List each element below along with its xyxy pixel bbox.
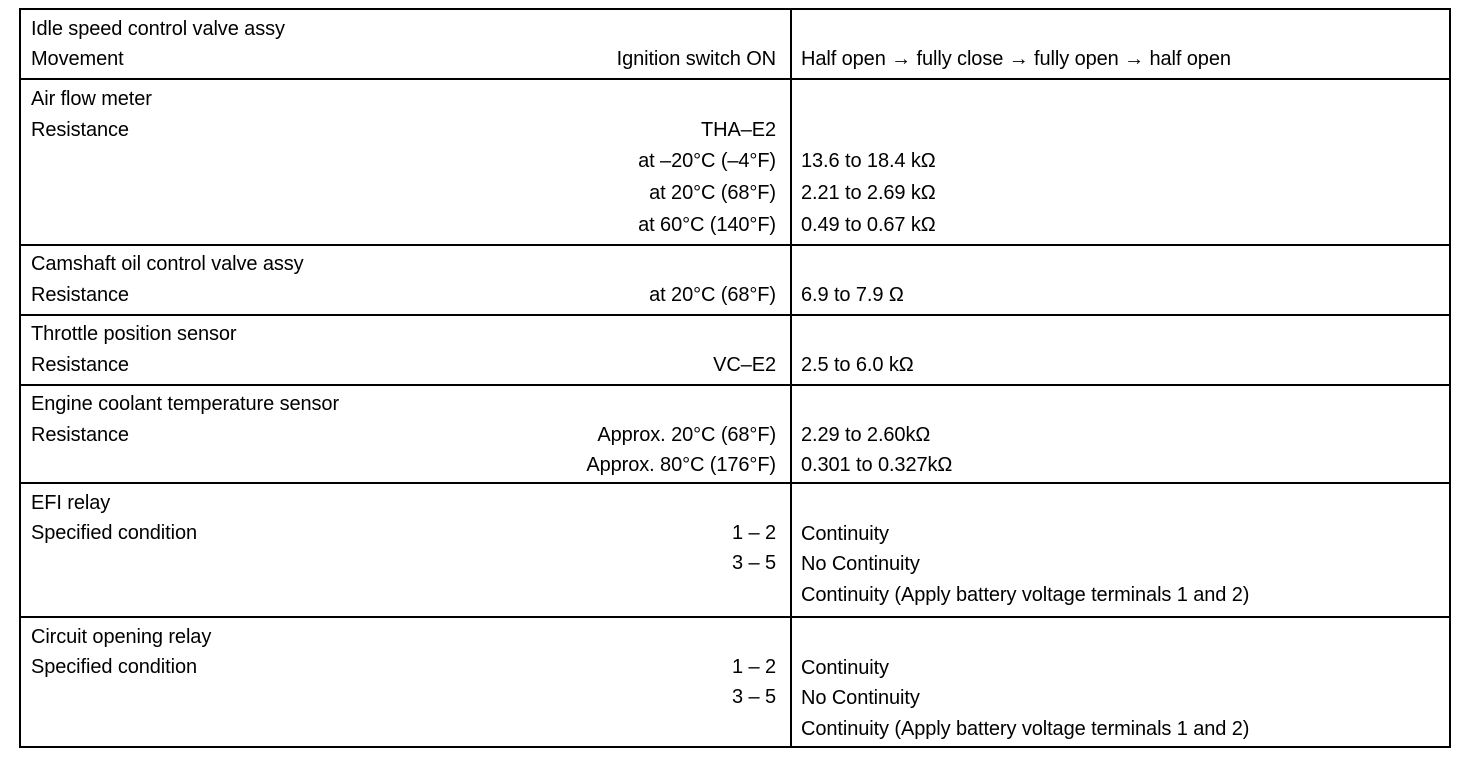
spec-value: 0.49 to 0.67 kΩ bbox=[801, 214, 936, 236]
column-divider bbox=[790, 10, 792, 78]
parameter-label: Movement bbox=[31, 48, 124, 70]
section-throttle-position-sensor bbox=[21, 314, 1449, 386]
test-condition: Approx. 20°C (68°F) bbox=[597, 424, 776, 446]
parameter-label: Resistance bbox=[31, 354, 129, 376]
test-condition: 3 – 5 bbox=[732, 686, 776, 708]
spec-value: Continuity (Apply battery voltage terminals 1 and 2) bbox=[801, 718, 1250, 740]
column-divider bbox=[790, 80, 792, 246]
test-condition: VC–E2 bbox=[713, 354, 776, 376]
column-divider bbox=[790, 386, 792, 484]
test-condition: at 60°C (140°F) bbox=[638, 214, 776, 236]
section-engine-coolant-temperature-sensor bbox=[21, 384, 1449, 484]
spec-value: 6.9 to 7.9 Ω bbox=[801, 284, 904, 306]
component-title: Circuit opening relay bbox=[31, 626, 212, 648]
test-condition: 1 – 2 bbox=[732, 656, 776, 678]
terminal-label: THA–E2 bbox=[701, 119, 776, 141]
test-condition: at –20°C (–4°F) bbox=[638, 150, 776, 172]
test-condition: Approx. 80°C (176°F) bbox=[586, 454, 776, 476]
component-title: Air flow meter bbox=[31, 88, 152, 110]
test-condition: 3 – 5 bbox=[732, 552, 776, 574]
section-air-flow-meter bbox=[21, 78, 1449, 246]
spec-value: 0.301 to 0.327kΩ bbox=[801, 454, 953, 476]
parameter-label: Resistance bbox=[31, 284, 129, 306]
spec-value: 13.6 to 18.4 kΩ bbox=[801, 150, 936, 172]
parameter-label: Resistance bbox=[31, 424, 129, 446]
spec-value: No Continuity bbox=[801, 553, 920, 575]
spec-value: Half open → fully close → fully open → half open bbox=[801, 48, 1231, 70]
section-efi-relay bbox=[21, 482, 1449, 618]
column-divider bbox=[790, 484, 792, 618]
specification-table bbox=[19, 8, 1451, 748]
column-divider bbox=[790, 316, 792, 386]
section-circuit-opening-relay bbox=[21, 616, 1449, 748]
spec-value: Continuity bbox=[801, 523, 889, 545]
spec-value: No Continuity bbox=[801, 687, 920, 709]
parameter-label: Specified condition bbox=[31, 656, 197, 678]
column-divider bbox=[790, 246, 792, 316]
test-condition: 1 – 2 bbox=[732, 522, 776, 544]
section-camshaft-oil-control-valve bbox=[21, 244, 1449, 316]
parameter-label: Resistance bbox=[31, 119, 129, 141]
test-condition: Ignition switch ON bbox=[616, 48, 776, 70]
column-divider bbox=[790, 618, 792, 748]
spec-value: Continuity bbox=[801, 657, 889, 679]
spec-value: 2.29 to 2.60kΩ bbox=[801, 424, 931, 446]
component-title: Throttle position sensor bbox=[31, 323, 237, 345]
spec-value: Continuity (Apply battery voltage terminals 1 and 2) bbox=[801, 584, 1250, 606]
spec-value: 2.21 to 2.69 kΩ bbox=[801, 182, 936, 204]
component-title: Camshaft oil control valve assy bbox=[31, 253, 304, 275]
component-title: Idle speed control valve assy bbox=[31, 18, 285, 40]
test-condition: at 20°C (68°F) bbox=[649, 284, 776, 306]
parameter-label: Specified condition bbox=[31, 522, 197, 544]
component-title: EFI relay bbox=[31, 492, 111, 514]
spec-value: 2.5 to 6.0 kΩ bbox=[801, 354, 914, 376]
section-idle-speed-control-valve bbox=[21, 10, 1449, 78]
test-condition: at 20°C (68°F) bbox=[649, 182, 776, 204]
component-title: Engine coolant temperature sensor bbox=[31, 393, 339, 415]
